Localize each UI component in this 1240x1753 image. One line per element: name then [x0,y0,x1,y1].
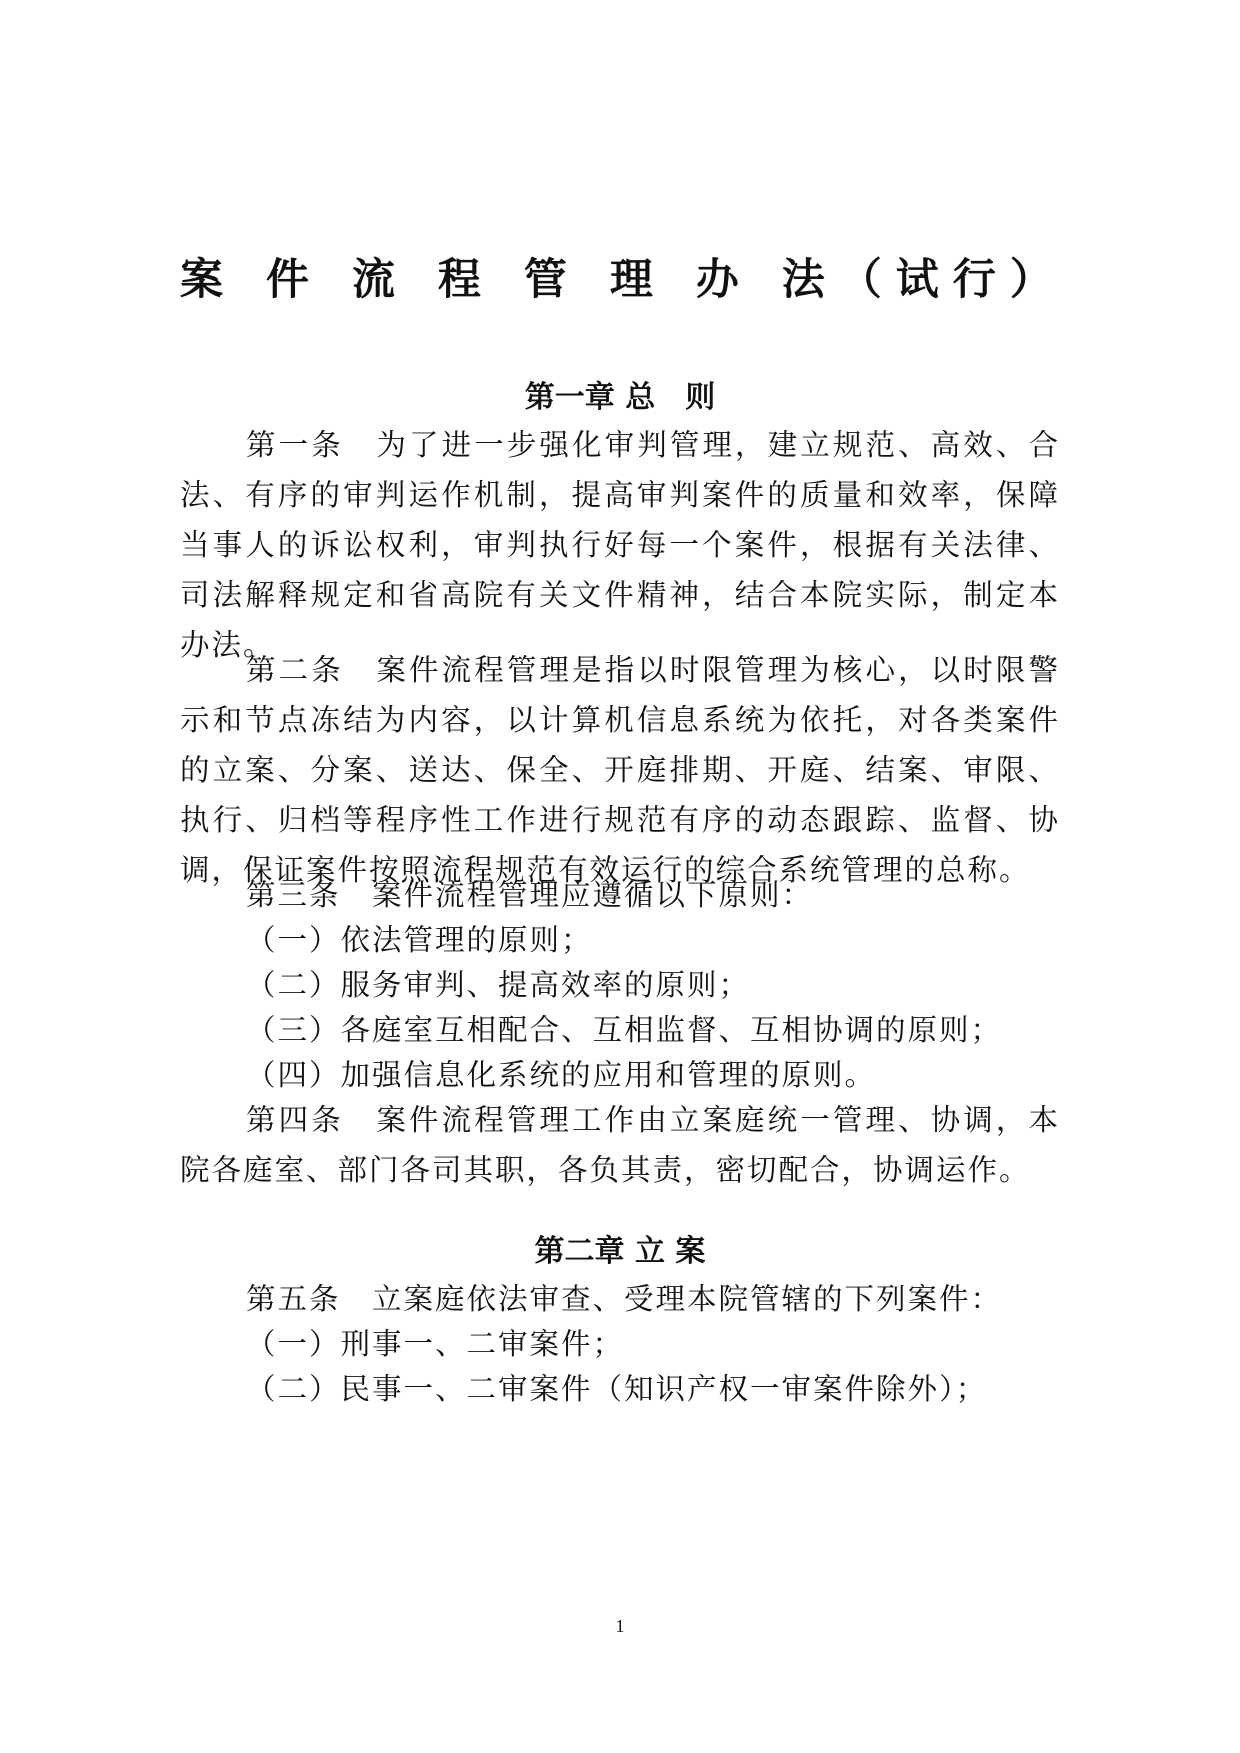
document-title: 案 件 流 程 管 理 办 法（试行） [180,255,1067,305]
article-1: 第一条 为了进一步强化审判管理，建立规范、高效、合法、有序的审判运作机制，提高审判案件的质量和效率，保障当事人的诉讼权利，审判执行好每一个案件，根据有关法律、司法解释规定和省高院有关文件精神，结合本院实际，制定本办法。 [180,428,1060,662]
principle-item: （四）加强信息化系统的应用和管理的原则。 [246,1058,877,1092]
page-number: 1 [615,1616,625,1636]
article-4: 第四条 案件流程管理工作由立案庭统一管理、协调，本院各庭室、部门各司其职，各负其责，密切配合，协调运作。 [180,1103,1060,1187]
chapter-2-heading: 第二章 立 案 [534,1234,706,1269]
case-type-item: （一）刑事一、二审案件； [246,1327,625,1361]
article-3: 第三条 案件流程管理应遵循以下原则： [246,878,814,912]
principle-item: （三）各庭室互相配合、互相监督、互相协调的原则； [246,1013,1003,1047]
chapter-1-heading: 第一章 总 则 [524,380,716,415]
article-2: 第二条 案件流程管理是指以时限管理为核心，以时限警示和节点冻结为内容，以计算机信息系统为依托，对各类案件的立案、分案、送达、保全、开庭排期、开庭、结案、审限、执行、归档等程序性工作进行规范有序的动态跟踪、监督、协调，保证案件按照流程规范有效运行的综合系统管理的总称。 [180,653,1060,887]
principle-item: （二）服务审判、提高效率的原则； [246,968,751,1002]
case-type-item: （二）民事一、二审案件（知识产权一审案件除外）； [246,1372,988,1406]
article-5: 第五条 立案庭依法审查、受理本院管辖的下列案件： [246,1282,1003,1316]
principle-item: （一）依法管理的原则； [246,923,593,957]
